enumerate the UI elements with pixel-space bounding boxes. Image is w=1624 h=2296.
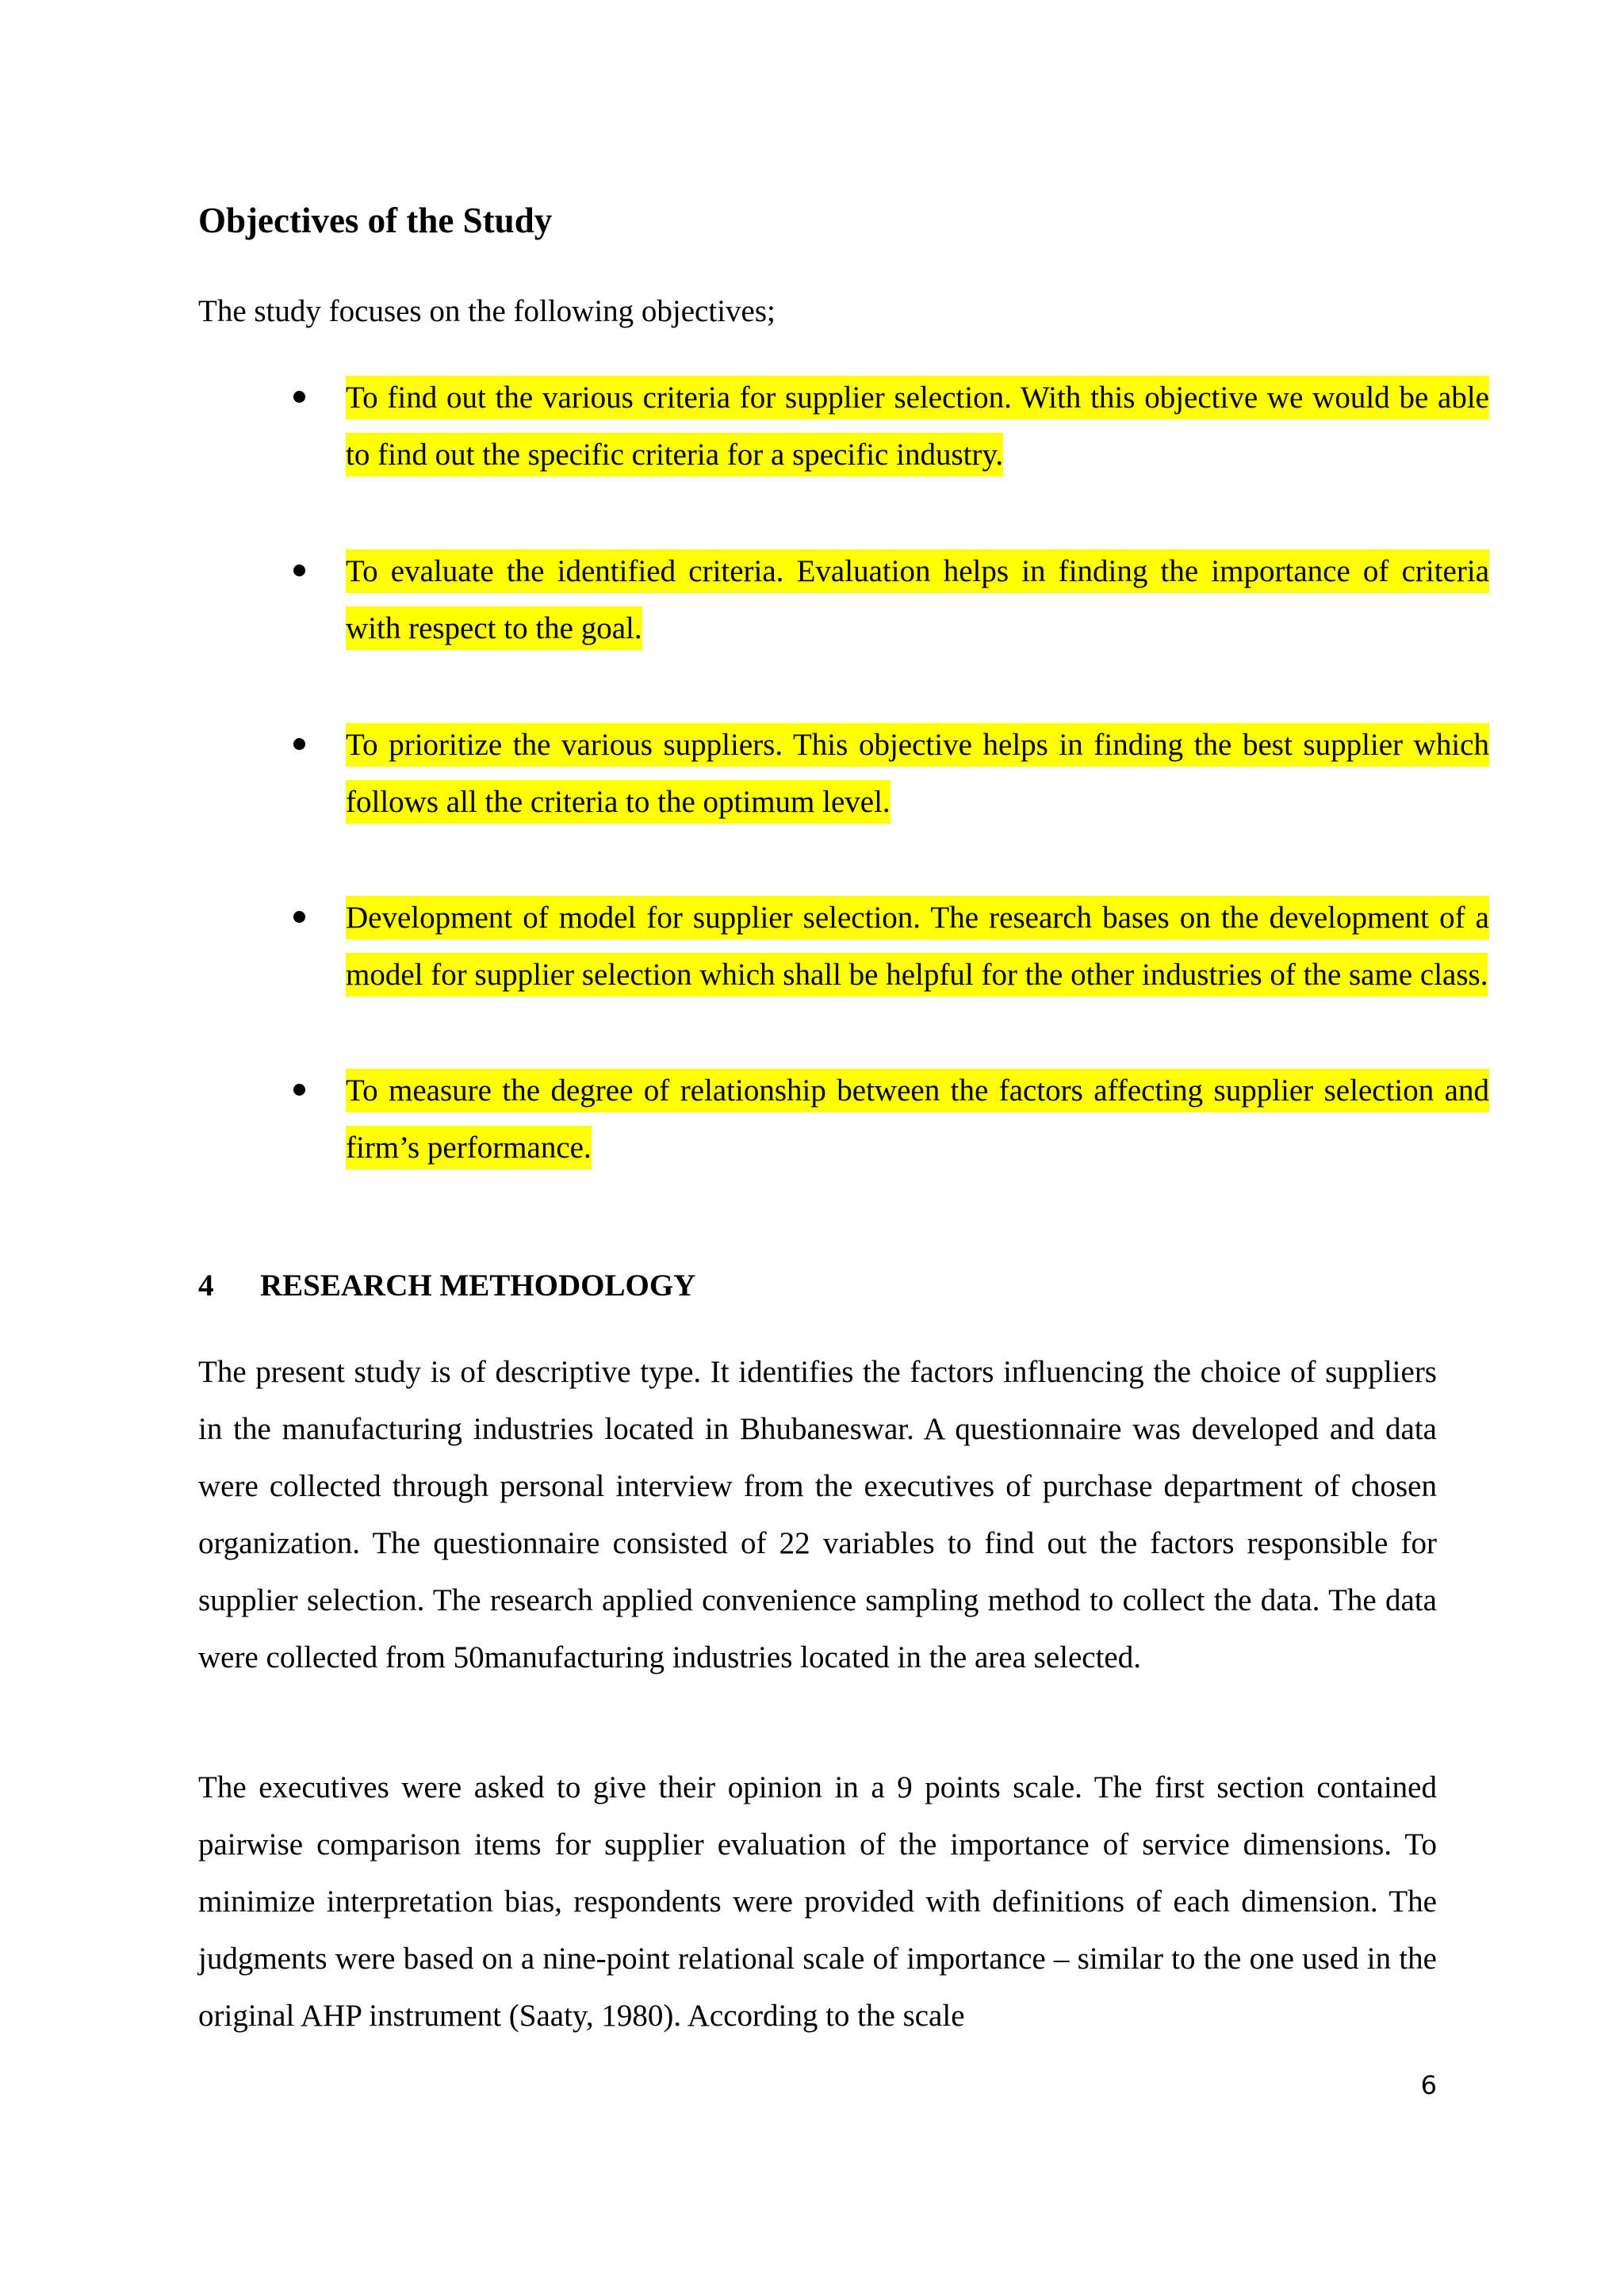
intro-text: The study focuses on the following objectives; bbox=[198, 294, 776, 328]
bullet-icon bbox=[293, 391, 305, 403]
methodology-heading bbox=[198, 1264, 695, 1308]
bullet-icon bbox=[293, 738, 305, 750]
objective-text: To measure the degree of relationship between the factors affecting supplier selection and firm’s performance. bbox=[346, 1069, 1489, 1169]
section-number: 4 bbox=[198, 1269, 214, 1303]
bullet-icon bbox=[293, 564, 305, 576]
bullet-icon bbox=[293, 1084, 305, 1096]
objective-item bbox=[293, 369, 1489, 484]
page-number: 6 bbox=[1420, 2070, 1437, 2100]
objective-text: Development of model for supplier selection. The research bases on the development of a model for supplier selection which shall be helpful for the other industries of the same class. bbox=[346, 896, 1489, 997]
objective-text: To evaluate the identified criteria. Evaluation helps in finding the importance of criteria with respect to the goal. bbox=[346, 549, 1489, 650]
objective-item bbox=[293, 1062, 1489, 1177]
bullet-icon bbox=[293, 911, 305, 923]
methodology-paragraph: The executives were asked to give their opinion in a 9 points scale. The first section contained pairwise comparison items for supplier evaluation of the importance of service dimensions. To minimize interpretation bias, respondents were provided with definitions of each dimension. The judgments were based on a nine-point relational scale of importance – similar to the one used in the original AHP instrument (Saaty, 1980). According to the scale bbox=[198, 1770, 1437, 2033]
methodology-title: RESEARCH METHODOLOGY bbox=[260, 1269, 696, 1303]
methodology-paragraph: The present study is of descriptive type. It identifies the factors influencing the choice of suppliers in the manufacturing industries located in Bhubaneswar. A questionnaire was developed and data were collected through personal interview from the executives of purchase department of chosen organization. The questionnaire consisted of 22 variables to find out the factors responsible for supplier selection. The research applied convenience sampling method to collect the data. The data were collected from 50manufacturing industries located in the area selected. bbox=[198, 1355, 1437, 1674]
section-title: Objectives of the Study bbox=[198, 201, 553, 240]
objective-text: To find out the various criteria for supplier selection. With this objective we would be able to find out the specific criteria for a specific industry. bbox=[346, 376, 1489, 476]
objective-text: To prioritize the various suppliers. This objective helps in finding the best supplier which follows all the criteria to the optimum level. bbox=[346, 723, 1489, 824]
objective-item bbox=[293, 543, 1489, 657]
objective-item bbox=[293, 717, 1489, 831]
objective-item bbox=[293, 890, 1489, 1004]
